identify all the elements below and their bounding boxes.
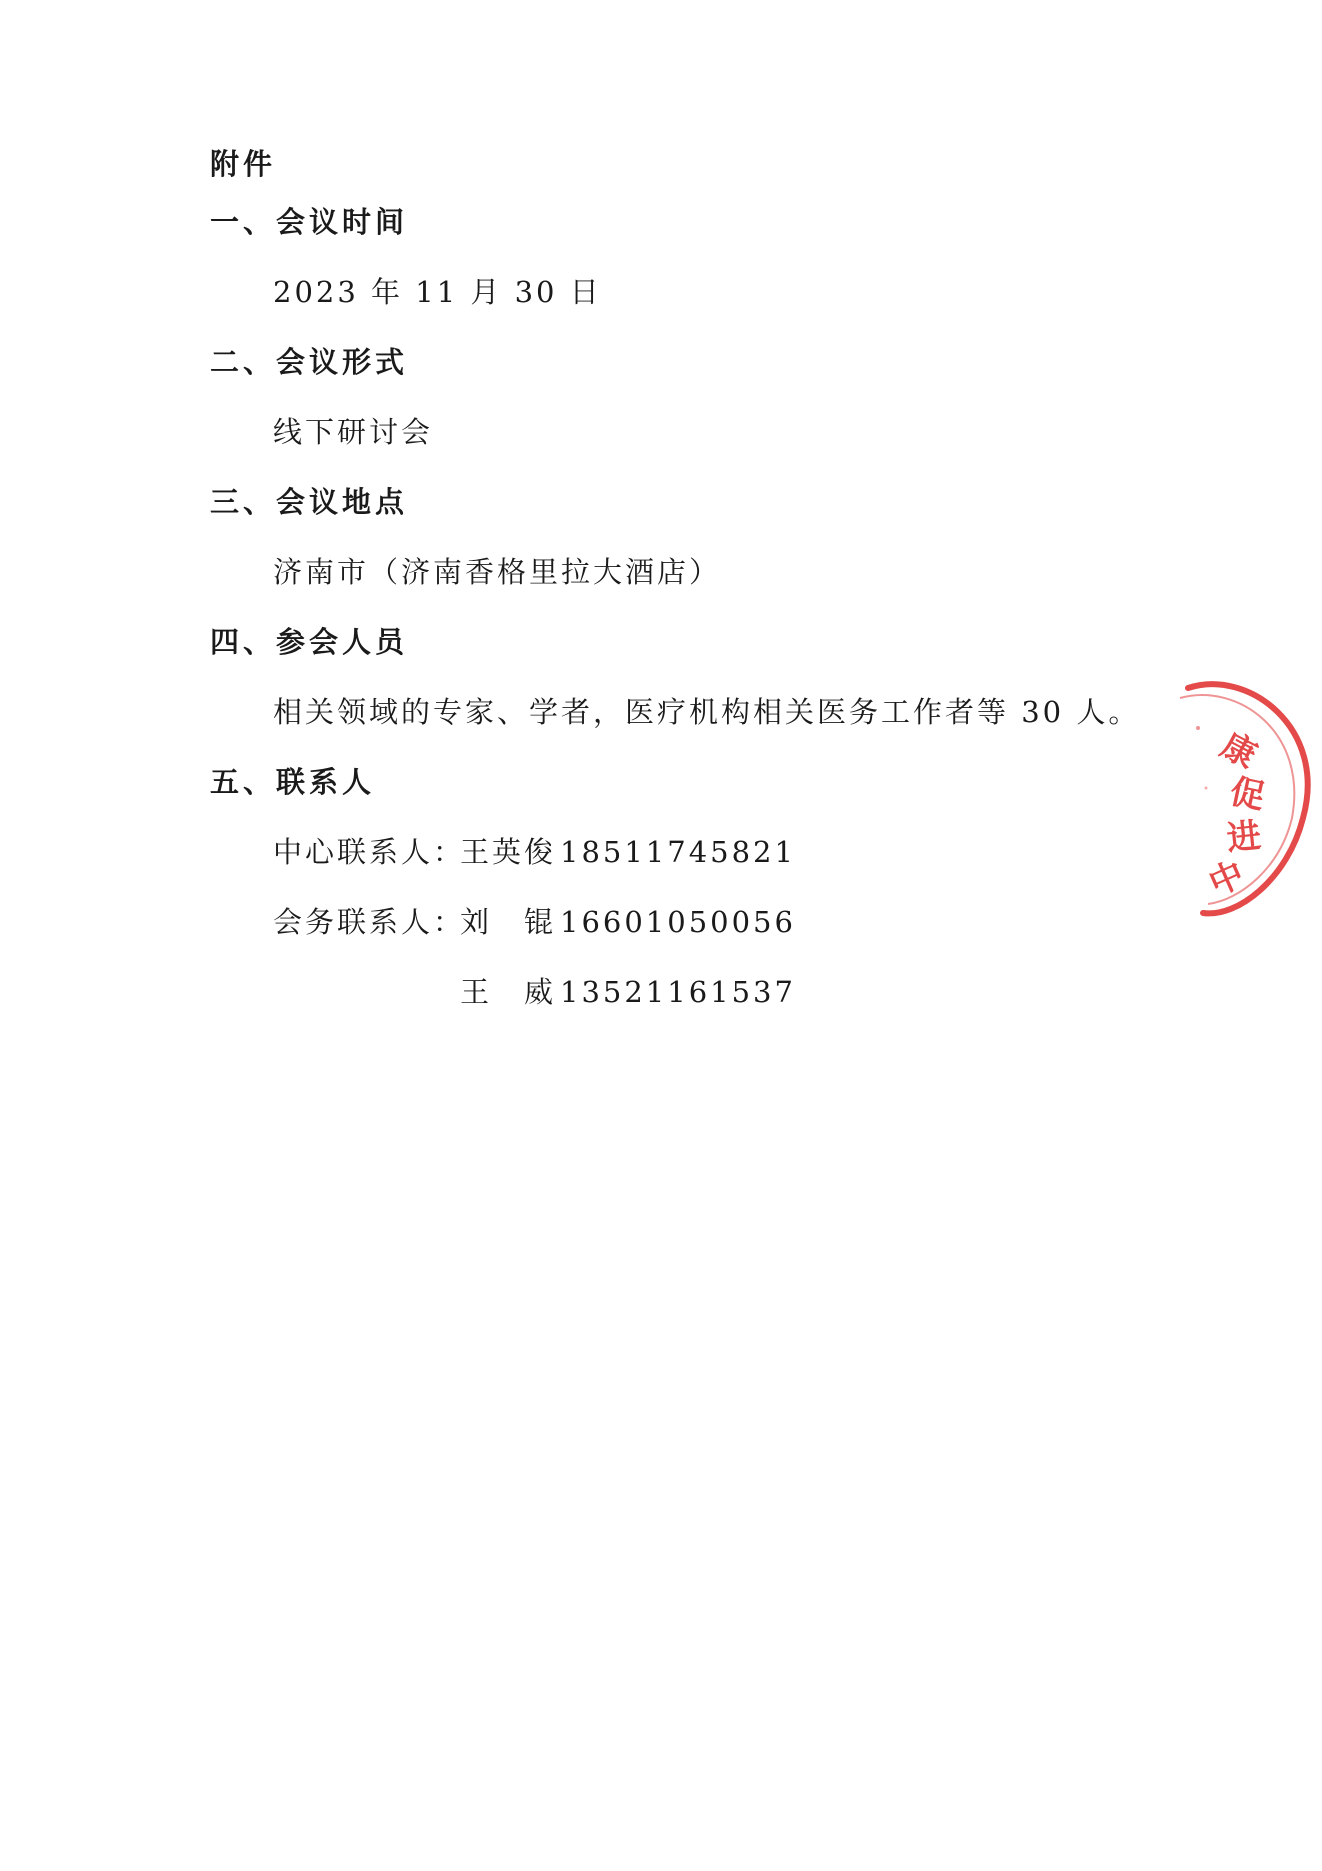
affairs-contact-row-2	[273, 974, 796, 1010]
section-heading-format: 二、会议形式	[210, 345, 409, 379]
official-seal-stamp	[1178, 668, 1318, 928]
svg-text:中: 中	[1203, 853, 1251, 905]
svg-text:进: 进	[1224, 815, 1263, 860]
affairs-contact-name: 刘 锟	[460, 905, 557, 939]
center-contact-name: 王英俊	[460, 835, 557, 869]
attachment-label: 附件	[210, 147, 277, 181]
section-heading-location: 三、会议地点	[210, 485, 409, 519]
meeting-location: 济南市（济南香格里拉大酒店）	[273, 555, 722, 589]
meeting-date: 2023 年 11 月 30 日	[273, 275, 602, 309]
affairs-contact-name-2: 王 威	[460, 975, 557, 1009]
svg-text:促: 促	[1226, 771, 1269, 818]
center-contact-label: 中心联系人：	[273, 835, 466, 869]
section-heading-attendees: 四、参会人员	[210, 625, 409, 659]
center-contact-row	[273, 834, 796, 870]
affairs-contact-phone: 16601050056	[560, 905, 796, 939]
affairs-contact-row	[273, 904, 796, 940]
meeting-attendees: 相关领域的专家、学者，医疗机构相关医务工作者等 30 人。	[273, 695, 1141, 729]
affairs-contact-label: 会务联系人：	[273, 905, 466, 939]
meeting-format: 线下研讨会	[273, 415, 434, 449]
section-heading-time: 一、会议时间	[210, 205, 409, 239]
affairs-contact-phone-2: 13521161537	[560, 975, 796, 1009]
section-heading-contacts: 五、联系人	[210, 765, 376, 799]
svg-text:康: 康	[1214, 725, 1264, 777]
center-contact-phone: 18511745821	[560, 835, 796, 869]
